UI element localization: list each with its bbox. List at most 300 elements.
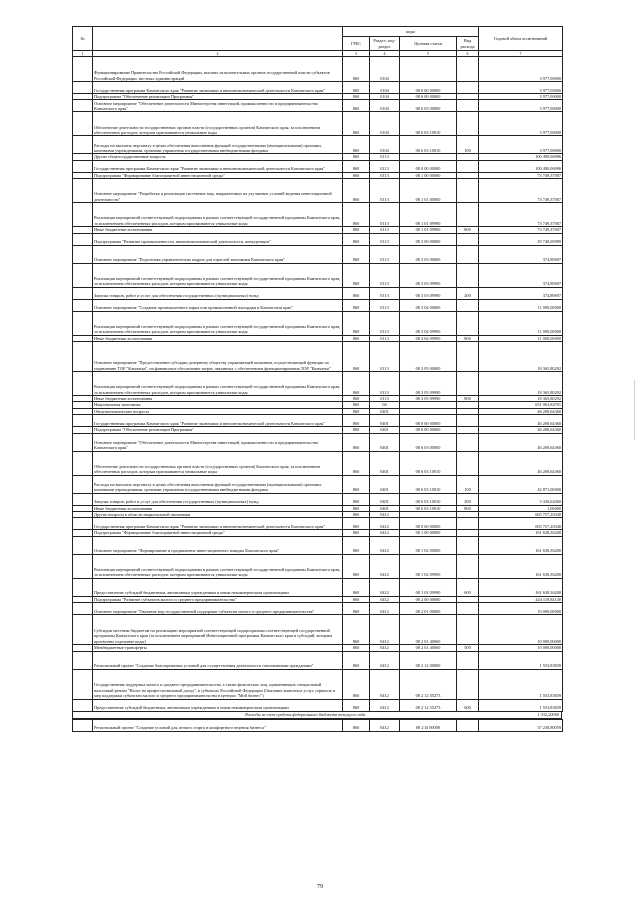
row-no [73, 287, 93, 299]
table-body [73, 57, 563, 712]
row-csr: 08 6 03 00000 [400, 100, 457, 112]
row-vr [457, 651, 479, 669]
table-row [73, 245, 563, 263]
row-csr: 08 6 03 10010 [400, 475, 457, 493]
table-row [73, 57, 563, 82]
row-vr [457, 100, 479, 112]
row-no [73, 82, 93, 94]
row-sum: 374,89697 [479, 287, 563, 299]
row-vr: 500 [457, 645, 479, 651]
row-name: Подпрограмма "Формирование благоприятной инвестиционной среды" [93, 530, 343, 536]
row-no [73, 433, 93, 451]
row-sum: 18 365,80292 [479, 342, 563, 372]
row-csr: 08 6 00 00000 [400, 94, 457, 100]
row-vr [457, 160, 479, 172]
row-name: Реализация мероприятий соответствующей подпрограммы в рамках соответствующей государственной программы Камчатского края, за исключением обеспеченных расходов, которым присваиваются уникальные коды [93, 554, 343, 578]
row-sum: 1,00000 [479, 505, 563, 511]
index-cell: 4 [370, 51, 400, 57]
header-vr: Вид расхода [457, 37, 479, 51]
row-no [73, 112, 93, 136]
table-row [73, 475, 563, 493]
row-razdel: 0104 [370, 112, 400, 136]
row-vr [457, 82, 479, 94]
table-row [73, 299, 563, 311]
table-row [73, 415, 563, 427]
table-row [73, 112, 563, 136]
row-sum: 100 490,06996 [479, 160, 563, 172]
row-razdel: 0412 [370, 669, 400, 699]
row-sum: 11 000,00000 [479, 311, 563, 335]
budget-page [72, 26, 562, 732]
row-grbs: 860 [343, 536, 370, 554]
row-sum: 1 553,83839 [479, 699, 563, 711]
row-razdel: 0412 [370, 554, 400, 578]
row-vr: 600 [457, 699, 479, 711]
row-name: Основное мероприятие "Создание промышленного парка или промышленной площадки в Камчатском крае" [93, 299, 343, 311]
row-grbs: 860 [343, 179, 370, 203]
row-name: Общеэкономические вопросы [93, 408, 343, 414]
header-razdel: Раздел, под-раздел [370, 37, 400, 51]
index-cell: 6 [457, 51, 479, 57]
row-csr: 08 1 01 09990 [400, 203, 457, 227]
row-grbs: 860 [343, 82, 370, 94]
row-grbs: 860 [343, 603, 370, 615]
row-no [73, 136, 93, 154]
federal-note-text: Расходы за счет средств федерального бюджета текущего года [245, 711, 366, 717]
index-cell: 3 [343, 51, 370, 57]
row-csr: 08 3 05 09990 [400, 396, 457, 402]
row-grbs: 860 [343, 396, 370, 402]
row-sum: 10 000,00000 [479, 603, 563, 615]
row-name: Основное мероприятие "Предоставление субсидии дочернему обществу управляющей компании, осуществляющей функции по управлению ТОР "Камчатка", на финансовое обеспечение затрат, связанных с обеспечением функционирования ТОР "Камчатка" [93, 342, 343, 372]
row-vr [457, 299, 479, 311]
row-name: Обеспечение деятельности государственных органов власти (государственных органов) Камчатского края, за исключением обеспеченных расходов, которым присваиваются уникальные коды [93, 112, 343, 136]
row-name: Закупка товаров, работ и услуг для обеспечения государственных (муниципальных) нужд [93, 287, 343, 299]
row-name: Функционирование Правительства Российской Федерации, высших исполнительных органов государственной власти субъектов Российской Федерации, местных администраций [93, 57, 343, 82]
row-sum: 1 553,83839 [479, 669, 563, 699]
row-razdel: 0412 [370, 512, 400, 518]
row-name: Государственная поддержка малого и среднего предпринимательства, а также физических лиц, применяющих специальный налоговый режим "Налог на профессиональный доход", в субъектах Российской Федерации (Оказание комплекса услуг, сервисов и мер поддержки субъектам малого и среднего предпринимательства в центрах "Мой бизнес") [93, 669, 343, 699]
row-vr: 200 [457, 493, 479, 505]
scan-edge-mark [634, 380, 635, 440]
row-razdel: 0104 [370, 94, 400, 100]
row-no [73, 233, 93, 245]
row-name: Региональный проект "Создание благоприятных условий для осуществления деятельности самозанятыми гражданами" [93, 651, 343, 669]
row-razdel: 0113 [370, 154, 400, 160]
row-razdel: 0104 [370, 100, 400, 112]
row-grbs: 860 [343, 287, 370, 299]
row-sum: 374,89697 [479, 263, 563, 287]
row-sum: 161 638,36200 [479, 554, 563, 578]
row-csr: 08 2 12 00000 [400, 651, 457, 669]
row-sum: 46 208,64360 [479, 427, 563, 433]
row-csr: 08 2 01 00000 [400, 603, 457, 615]
row-grbs: 860 [343, 94, 370, 100]
row-razdel: 0401 [370, 505, 400, 511]
header-no: № [73, 27, 93, 51]
row-sum: 10 000,00000 [479, 645, 563, 651]
row-vr [457, 311, 479, 335]
row-name: Подпрограмма "Формирование благоприятной инвестиционной среды" [93, 172, 343, 178]
row-sum: 18 365,80292 [479, 372, 563, 396]
table-row [73, 287, 563, 299]
row-grbs: 860 [343, 154, 370, 160]
row-name: Реализация мероприятий соответствующей подпрограммы в рамках соответствующей государственной программы Камчатского края, за исключением обеспеченных расходов, которым присваиваются уникальные коды [93, 372, 343, 396]
row-vr [457, 518, 479, 530]
row-name: Предоставление субсидий бюджетным, автономным учреждениям и иным некоммерческим организациям [93, 699, 343, 711]
row-name: Расходы на выплаты персоналу в целях обеспечения выполнения функций государственными (муниципальными) органами, казенными учреждениями, органами управления государственными внебюджетными фондами [93, 136, 343, 154]
row-grbs: 860 [343, 372, 370, 396]
row-vr [457, 615, 479, 645]
table-row [73, 160, 563, 172]
header-total: Годовой объем ассигнований [479, 27, 563, 51]
table-row [73, 651, 563, 669]
row-csr: 08 1 02 09990 [400, 554, 457, 578]
table-row [73, 100, 563, 112]
row-csr: 08 2 I4 00000 [400, 719, 457, 731]
row-razdel: 0401 [370, 408, 400, 414]
row-vr [457, 372, 479, 396]
row-razdel: 0113 [370, 372, 400, 396]
header-codes: коды [343, 27, 479, 37]
row-vr [457, 603, 479, 615]
row-sum: 374,89697 [479, 245, 563, 263]
row-csr: 08 2 01 40060 [400, 615, 457, 645]
row-name: Иные бюджетные ассигнования [93, 227, 343, 233]
table-row [73, 136, 563, 154]
row-name: Основное мероприятие "Обеспечение деятельности Министерства инвестиций, промышленности и предпринимательства Камчатского края" [93, 433, 343, 451]
table-row [73, 699, 563, 711]
row-csr: 08 3 05 09990 [400, 372, 457, 396]
row-name: Подпрограмма "Обеспечение реализации Программы" [93, 94, 343, 100]
table-row [73, 82, 563, 94]
row-razdel: 0104 [370, 136, 400, 154]
row-name: Подпрограмма "Обеспечение реализации Программы" [93, 427, 343, 433]
row-vr: 800 [457, 396, 479, 402]
row-name: Подпрограмма "Развитие субъектов малого и среднего предпринимательства" [93, 596, 343, 602]
row-grbs: 860 [343, 227, 370, 233]
row-no [73, 518, 93, 530]
row-razdel: 0412 [370, 651, 400, 669]
row-csr: 08 1 00 00000 [400, 172, 457, 178]
row-sum: 11 000,00000 [479, 299, 563, 311]
row-name: Иные бюджетные ассигнования [93, 335, 343, 341]
row-vr [457, 179, 479, 203]
row-sum: 46 208,64360 [479, 433, 563, 451]
row-name: Подпрограмма "Развитие промышленности, внешнеэкономической деятельности, конкуренции" [93, 233, 343, 245]
row-razdel: 0104 [370, 57, 400, 82]
row-sum: 651 963,84701 [479, 402, 563, 408]
row-vr [457, 554, 479, 578]
row-grbs: 860 [343, 136, 370, 154]
index-cell: 2 [93, 51, 343, 57]
row-name: Реализация мероприятий соответствующей подпрограммы в рамках соответствующей государственной программы Камчатского края, за исключением обеспеченных расходов, которым присваиваются уникальные коды [93, 203, 343, 227]
row-csr: 08 3 03 09990 [400, 263, 457, 287]
row-grbs: 860 [343, 160, 370, 172]
row-razdel: 0412 [370, 530, 400, 536]
row-csr: 08 3 04 09990 [400, 311, 457, 335]
row-vr [457, 245, 479, 263]
row-vr [457, 112, 479, 136]
row-sum: 100 490,06996 [479, 154, 563, 160]
row-sum: 3 977,00000 [479, 100, 563, 112]
index-cell: 7 [479, 51, 563, 57]
row-no [73, 699, 93, 711]
row-razdel: 0113 [370, 299, 400, 311]
row-grbs: 860 [343, 335, 370, 341]
row-sum: 605 757,20340 [479, 512, 563, 518]
table-row [73, 493, 563, 505]
row-grbs: 860 [343, 493, 370, 505]
row-grbs: 860 [343, 342, 370, 372]
row-no [73, 179, 93, 203]
row-grbs: 860 [343, 245, 370, 263]
row-csr: 08 1 02 09990 [400, 578, 457, 596]
row-razdel: 0113 [370, 335, 400, 341]
row-razdel: 0113 [370, 342, 400, 372]
row-csr: 08 1 00 00000 [400, 530, 457, 536]
row-vr: 200 [457, 287, 479, 299]
budget-table [72, 26, 563, 712]
header-grbs: ГРБС [343, 37, 370, 51]
row-sum: 3 977,00000 [479, 112, 563, 136]
table-row [73, 719, 563, 731]
row-vr: 800 [457, 335, 479, 341]
row-sum: 605 757,20340 [479, 518, 563, 530]
row-sum: 46 208,64360 [479, 451, 563, 475]
row-no [73, 603, 93, 615]
row-grbs: 860 [343, 299, 370, 311]
row-no [73, 451, 93, 475]
federal-note-sum: 1 332,20000 [537, 711, 559, 717]
row-csr: 08 0 00 00000 [400, 518, 457, 530]
row-name: Национальная экономика [93, 402, 343, 408]
row-grbs: 860 [343, 233, 370, 245]
row-razdel: 04 [370, 402, 400, 408]
row-no [73, 263, 93, 287]
row-sum: 3 977,00000 [479, 57, 563, 82]
row-vr [457, 536, 479, 554]
table-row [73, 372, 563, 396]
row-sum: 161 638,36200 [479, 530, 563, 536]
row-sum: 29 740,69989 [479, 233, 563, 245]
row-vr [457, 263, 479, 287]
row-no [73, 100, 93, 112]
row-csr: 08 0 00 00000 [400, 160, 457, 172]
row-sum: 444 118,84140 [479, 596, 563, 602]
row-razdel: 0104 [370, 82, 400, 94]
table-row [73, 451, 563, 475]
row-razdel: 0113 [370, 245, 400, 263]
row-vr: 800 [457, 227, 479, 233]
row-vr: 100 [457, 136, 479, 154]
row-razdel: 0412 [370, 699, 400, 711]
row-csr: 08 6 03 00000 [400, 433, 457, 451]
budget-table-tail [72, 719, 563, 732]
row-no [73, 475, 93, 493]
row-name: Государственная программа Камчатского края "Развитие экономики и внешнеэкономической деятельности Камчатского края" [93, 82, 343, 94]
row-grbs: 860 [343, 427, 370, 433]
row-no [73, 651, 93, 669]
row-razdel: 0113 [370, 263, 400, 287]
row-grbs: 860 [343, 408, 370, 414]
row-name: Другие вопросы в области национальной экономики [93, 512, 343, 518]
row-grbs: 860 [343, 554, 370, 578]
row-razdel: 0401 [370, 451, 400, 475]
row-vr [457, 415, 479, 427]
row-grbs: 860 [343, 475, 370, 493]
row-csr: 08 1 01 09990 [400, 227, 457, 233]
row-csr: 08 2 12 55273 [400, 669, 457, 699]
row-grbs: 860 [343, 433, 370, 451]
row-sum: 3 977,00000 [479, 82, 563, 94]
row-sum: 46 208,64360 [479, 415, 563, 427]
row-csr: 08 3 04 00000 [400, 299, 457, 311]
row-grbs: 860 [343, 669, 370, 699]
row-razdel: 0412 [370, 603, 400, 615]
federal-note [72, 712, 562, 719]
row-csr: 08 3 04 09990 [400, 335, 457, 341]
row-csr: 08 3 03 00000 [400, 245, 457, 263]
row-razdel: 0113 [370, 227, 400, 233]
row-name: Другие общегосударственные вопросы [93, 154, 343, 160]
row-razdel: 0113 [370, 203, 400, 227]
header-name [93, 27, 343, 51]
row-name: Региональный проект "Создание условий для легкого старта и комфортного ведения бизнеса" [93, 719, 343, 731]
row-razdel: 0113 [370, 179, 400, 203]
row-csr: 08 1 02 00000 [400, 536, 457, 554]
row-sum: 10 000,00000 [479, 615, 563, 645]
page-number: 79 [317, 884, 323, 890]
row-sum: 73 749,37007 [479, 227, 563, 233]
row-csr [400, 57, 457, 82]
row-no [73, 719, 93, 731]
row-name: Государственная программа Камчатского края "Развитие экономики и внешнеэкономической деятельности Камчатского края" [93, 518, 343, 530]
row-name: Расходы на выплаты персоналу в целях обеспечения выполнения функций государственными (муниципальными) органами, казенными учреждениями, органами управления государственными внебюджетными фондами [93, 475, 343, 493]
row-name: Реализация мероприятий соответствующей подпрограммы в рамках соответствующей государственной программы Камчатского края, за исключением обеспеченных расходов, которым присваиваются уникальные коды [93, 263, 343, 287]
row-grbs: 860 [343, 530, 370, 536]
row-name: Иные бюджетные ассигнования [93, 505, 343, 511]
row-grbs: 860 [343, 57, 370, 82]
row-name: Основное мероприятие "Обеспечение деятельности Министерства инвестиций, промышленности и предпринимательства Камчатского края" [93, 100, 343, 112]
row-grbs: 860 [343, 203, 370, 227]
row-name: Государственная программа Камчатского края "Развитие экономики и внешнеэкономической деятельности Камчатского края" [93, 415, 343, 427]
row-vr: 600 [457, 578, 479, 596]
row-razdel: 0412 [370, 536, 400, 554]
row-name: Иные бюджетные ассигнования [93, 396, 343, 402]
row-csr: 08 2 01 40060 [400, 645, 457, 651]
row-razdel: 0401 [370, 433, 400, 451]
header-csr: Целевая статья [400, 37, 457, 51]
row-name: Обеспечение деятельности государственных органов власти (государственных органов) Камчатского края, за исключением обеспеченных расходов, которым присваиваются уникальные коды [93, 451, 343, 475]
row-no [73, 554, 93, 578]
row-grbs: 860 [343, 719, 370, 731]
row-no [73, 669, 93, 699]
row-vr [457, 203, 479, 227]
row-csr: 08 3 00 00000 [400, 233, 457, 245]
row-vr [457, 669, 479, 699]
row-sum: 73 749,37007 [479, 172, 563, 178]
row-no [73, 299, 93, 311]
row-razdel: 0113 [370, 233, 400, 245]
row-csr: 08 3 05 00000 [400, 342, 457, 372]
table-row [73, 615, 563, 645]
table-row [73, 433, 563, 451]
table-row [73, 554, 563, 578]
row-no [73, 615, 93, 645]
row-no [73, 372, 93, 396]
row-sum: 42 871,00000 [479, 475, 563, 493]
row-no [73, 536, 93, 554]
row-name: Основное мероприятие "Формирование и продвижение инвестиционного имиджа Камчатского края" [93, 536, 343, 554]
row-vr [457, 433, 479, 451]
row-razdel: 0412 [370, 645, 400, 651]
row-razdel: 0401 [370, 415, 400, 427]
row-razdel: 0113 [370, 396, 400, 402]
row-grbs: 860 [343, 112, 370, 136]
row-razdel: 0113 [370, 311, 400, 335]
row-no [73, 493, 93, 505]
row-name: Государственная программа Камчатского края "Развитие экономики и внешнеэкономической деятельности Камчатского края" [93, 160, 343, 172]
row-vr [457, 451, 479, 475]
row-grbs: 860 [343, 651, 370, 669]
row-no [73, 578, 93, 596]
row-grbs: 860 [343, 645, 370, 651]
table-row [73, 518, 563, 530]
row-csr: 08 6 00 00000 [400, 427, 457, 433]
row-grbs: 860 [343, 578, 370, 596]
table-row [73, 311, 563, 335]
row-csr: 08 1 01 00000 [400, 179, 457, 203]
row-razdel: 0412 [370, 719, 400, 731]
row-grbs: 860 [343, 615, 370, 645]
row-csr: 08 6 03 10010 [400, 136, 457, 154]
row-name: Межбюджетные трансферты [93, 645, 343, 651]
row-razdel: 0412 [370, 518, 400, 530]
row-grbs: 860 [343, 311, 370, 335]
table-row [73, 203, 563, 227]
row-csr: 08 2 00 00000 [400, 596, 457, 602]
row-sum: 3 977,00000 [479, 136, 563, 154]
row-name: Реализация мероприятий соответствующей подпрограммы в рамках соответствующей государственной программы Камчатского края, за исключением обеспеченных расходов, которым присваиваются уникальные коды [93, 311, 343, 335]
row-sum: 161 638,36200 [479, 578, 563, 596]
row-csr: 08 6 03 10010 [400, 451, 457, 475]
table-row [73, 342, 563, 372]
row-razdel: 0401 [370, 475, 400, 493]
index-cell: 1 [73, 51, 93, 57]
row-vr [457, 57, 479, 82]
row-vr [457, 719, 479, 731]
row-grbs: 860 [343, 596, 370, 602]
table-row [73, 233, 563, 245]
row-sum: 11 000,00000 [479, 335, 563, 341]
row-vr: 100 [457, 475, 479, 493]
row-csr: 08 0 00 00000 [400, 82, 457, 94]
row-csr: 08 6 03 10010 [400, 493, 457, 505]
row-csr: 08 3 03 09990 [400, 287, 457, 299]
row-csr: 08 2 12 55273 [400, 699, 457, 711]
row-razdel: 0113 [370, 172, 400, 178]
row-sum: 3 336,64360 [479, 493, 563, 505]
row-grbs: 860 [343, 699, 370, 711]
row-sum: 37 230,80059 [479, 719, 563, 731]
row-vr: 800 [457, 505, 479, 511]
table-row [73, 536, 563, 554]
table-row [73, 263, 563, 287]
row-sum: 73 749,37007 [479, 203, 563, 227]
row-no [73, 342, 93, 372]
row-csr: 08 6 03 10010 [400, 112, 457, 136]
